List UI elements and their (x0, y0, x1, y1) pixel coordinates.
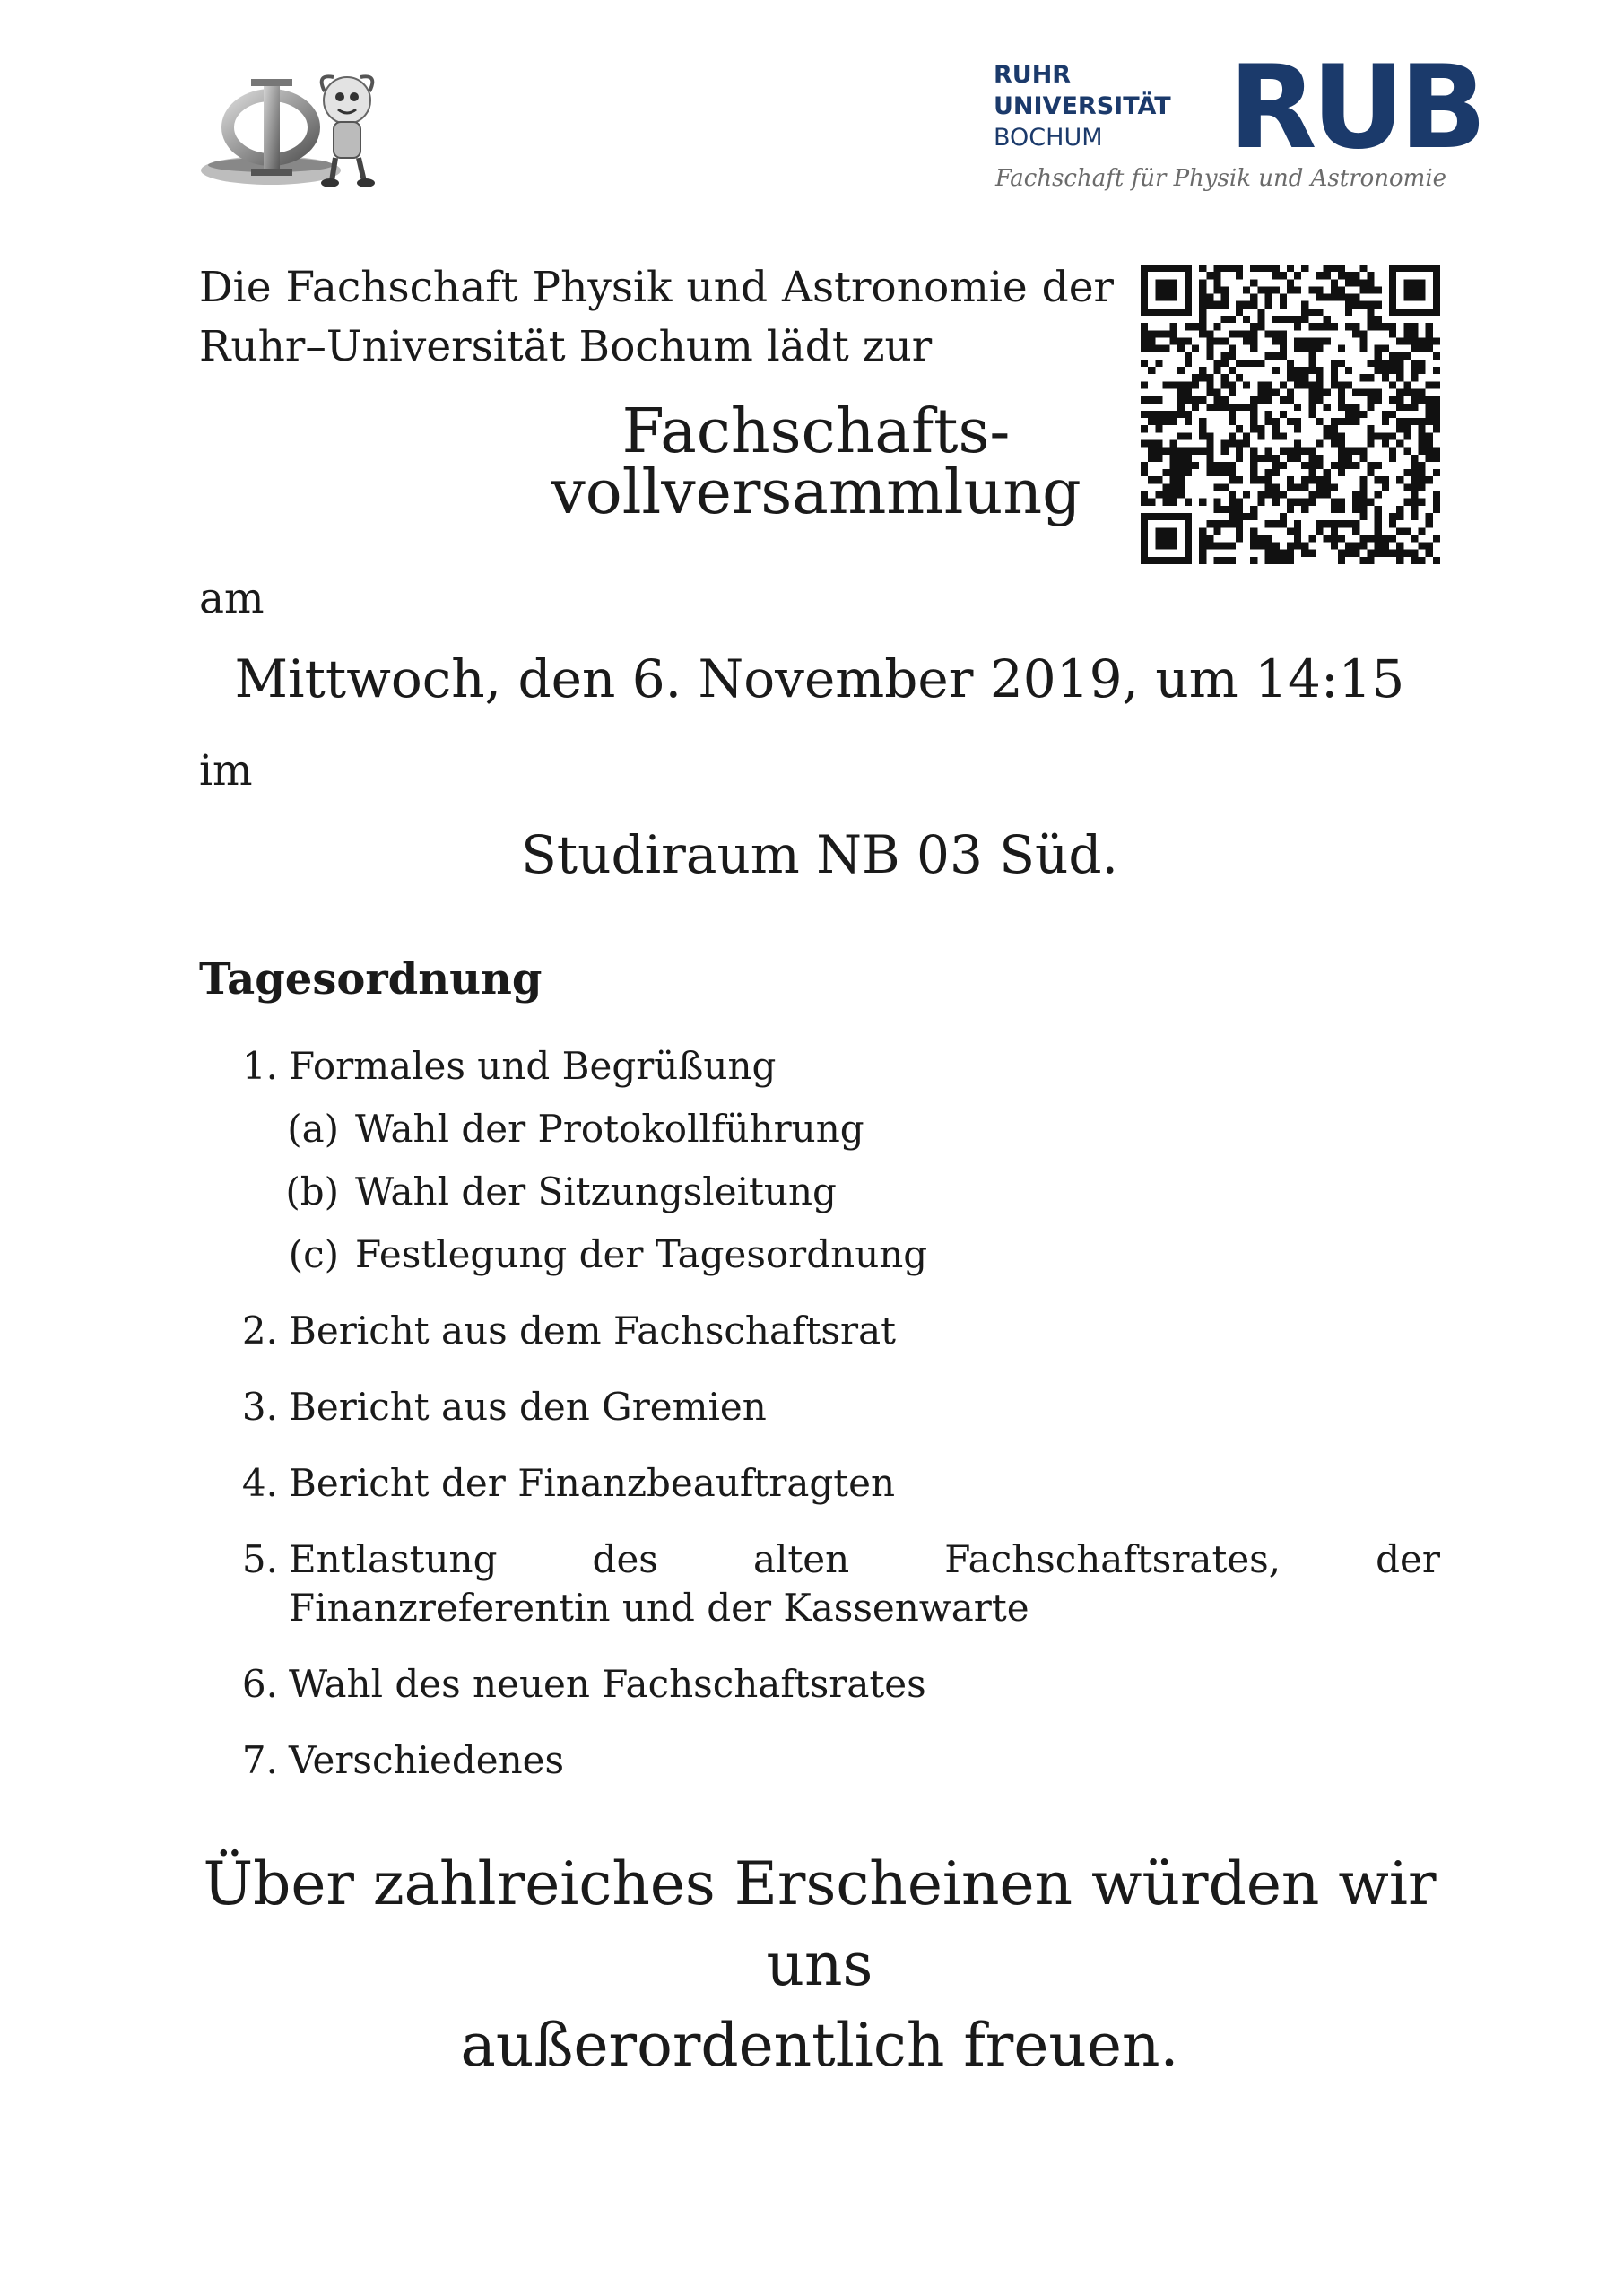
agenda-item (228, 1535, 1440, 1632)
rub-line-1: RUHR (994, 61, 1072, 89)
event-datetime: Mittwoch, den 6. November 2019, um 14:15 (234, 648, 1405, 709)
agenda-item-number: 5. (241, 1537, 278, 1581)
agenda-sublist (269, 1105, 1440, 1279)
fachschaft-subtitle: Fachschaft für Physik und Astronomie (995, 165, 1447, 192)
am-label: am (199, 574, 265, 623)
agenda-heading: Tagesordnung (199, 954, 543, 1004)
qr-code (1141, 265, 1440, 564)
closing-line-2: außerordentlich freuen. (460, 2011, 1179, 2080)
agenda-subitem-text: Festlegung der Tagesordnung (355, 1232, 928, 1276)
agenda-item-number: 7. (241, 1738, 278, 1782)
rub-logo (994, 41, 1482, 194)
agenda-subitem (269, 1105, 1440, 1153)
agenda-subitem (269, 1168, 1440, 1216)
title-line-2: vollversammlung (551, 457, 1081, 528)
agenda-item-text: Bericht der Finanzbeauftragten (289, 1461, 896, 1505)
event-room: Studiraum NB 03 Süd. (521, 824, 1118, 885)
agenda-subitem-label: (b) (285, 1170, 339, 1213)
agenda-item-text: Formales und Begrüßung (289, 1044, 777, 1088)
closing-line-1: Über zahlreiches Erscheinen würden wir uns (203, 1849, 1437, 1999)
im-label: im (199, 746, 253, 796)
rub-wordmark: RUB (1229, 41, 1482, 175)
agenda-subitem-text: Wahl der Protokollführung (355, 1107, 864, 1151)
rub-university-name (994, 59, 1171, 153)
agenda-item-number: 6. (241, 1662, 278, 1706)
agenda-subitem-text: Wahl der Sitzungsleitung (355, 1170, 837, 1213)
rub-line-2: UNIVERSITÄT (994, 92, 1171, 120)
agenda-item-number: 3. (241, 1385, 278, 1429)
event-title (502, 396, 1130, 528)
agenda-subitem (269, 1231, 1440, 1279)
agenda-item (228, 1307, 1440, 1355)
agenda-item-text: Wahl des neuen Fachschaftsrates (289, 1662, 926, 1706)
agenda-subitem-label: (c) (288, 1232, 339, 1276)
phi-mascot-logo (199, 65, 387, 190)
agenda-item (228, 1383, 1440, 1431)
agenda-subitem-label: (a) (287, 1107, 339, 1151)
rub-line-3: BOCHUM (994, 124, 1103, 152)
agenda-item-number: 4. (241, 1461, 278, 1505)
agenda-item (228, 1736, 1440, 1785)
title-line-1: Fachschafts- (621, 396, 1011, 467)
agenda-item-number: 1. (241, 1044, 278, 1088)
agenda-item (228, 1459, 1440, 1508)
intro-text (199, 258, 1114, 377)
agenda-list (228, 1042, 1440, 1813)
agenda-item-text: Entlastung des alten Fachschaftsrates, der Finanzreferentin und der Kassenwarte (289, 1537, 1440, 1630)
agenda-item-text: Bericht aus dem Fachschaftsrat (289, 1309, 896, 1352)
closing-text (199, 1844, 1440, 2086)
intro-line-2: Ruhr–Universität Bochum lädt zur (199, 322, 933, 371)
agenda-item (228, 1042, 1440, 1279)
intro-line-1: Die Fachschaft Physik und Astronomie der (199, 263, 1114, 312)
agenda-item-text: Bericht aus den Gremien (289, 1385, 767, 1429)
agenda-item (228, 1660, 1440, 1709)
agenda-item-number: 2. (241, 1309, 278, 1352)
agenda-item-text: Verschiedenes (289, 1738, 565, 1782)
